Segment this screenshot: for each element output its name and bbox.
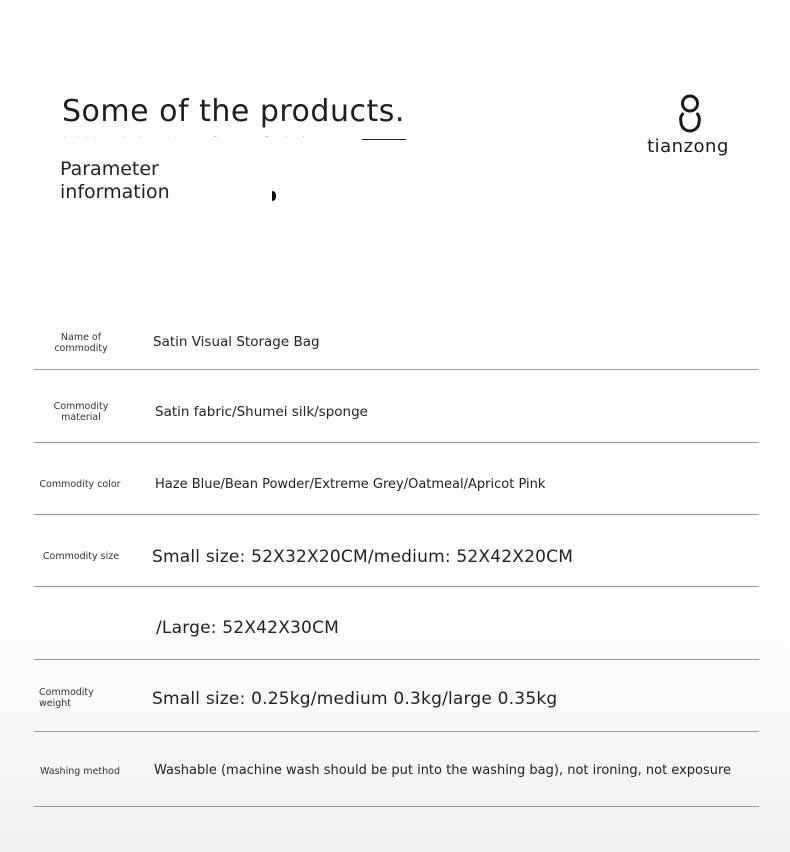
- logo-text: tianzong: [647, 136, 729, 157]
- param-label: Washing method: [40, 766, 120, 777]
- page-subtitle: Parameter information: [60, 158, 170, 203]
- param-row-washing: [34, 732, 759, 807]
- param-row-weight: [34, 660, 759, 732]
- decorative-mark: [272, 191, 276, 201]
- param-value: Haze Blue/Bean Powder/Extreme Grey/Oatmeal/Apricot Pink: [155, 477, 546, 492]
- title-underline-artifact: [64, 136, 314, 142]
- param-value: Satin Visual Storage Bag: [153, 334, 320, 350]
- title-rule: [362, 139, 406, 140]
- param-row-size: [34, 515, 759, 587]
- param-row-name: [34, 320, 759, 370]
- page-title: Some of the products.: [62, 94, 405, 129]
- param-value: Satin fabric/Shumei silk/sponge: [155, 404, 368, 420]
- param-value: Small size: 0.25kg/medium 0.3kg/large 0.35kg: [152, 689, 558, 709]
- param-row-material: [34, 370, 759, 443]
- logo-icon: [677, 94, 703, 134]
- param-value: Small size: 52X32X20CM/medium: 52X42X20CM: [152, 547, 574, 567]
- param-label: Commodity weight: [39, 687, 94, 709]
- param-row-color: [34, 443, 759, 515]
- param-label: Name of commodity: [54, 332, 108, 354]
- param-label: Commodity size: [42, 551, 120, 562]
- param-value: /Large: 52X42X30CM: [156, 618, 340, 638]
- param-label: Commodity color: [39, 479, 121, 490]
- param-value: Washable (machine wash should be put into the washing bag), not ironing, not exposure: [154, 763, 732, 778]
- param-row-size-continued: [34, 587, 759, 660]
- brand-logo: [640, 94, 740, 157]
- param-label: Commodity material: [53, 401, 109, 423]
